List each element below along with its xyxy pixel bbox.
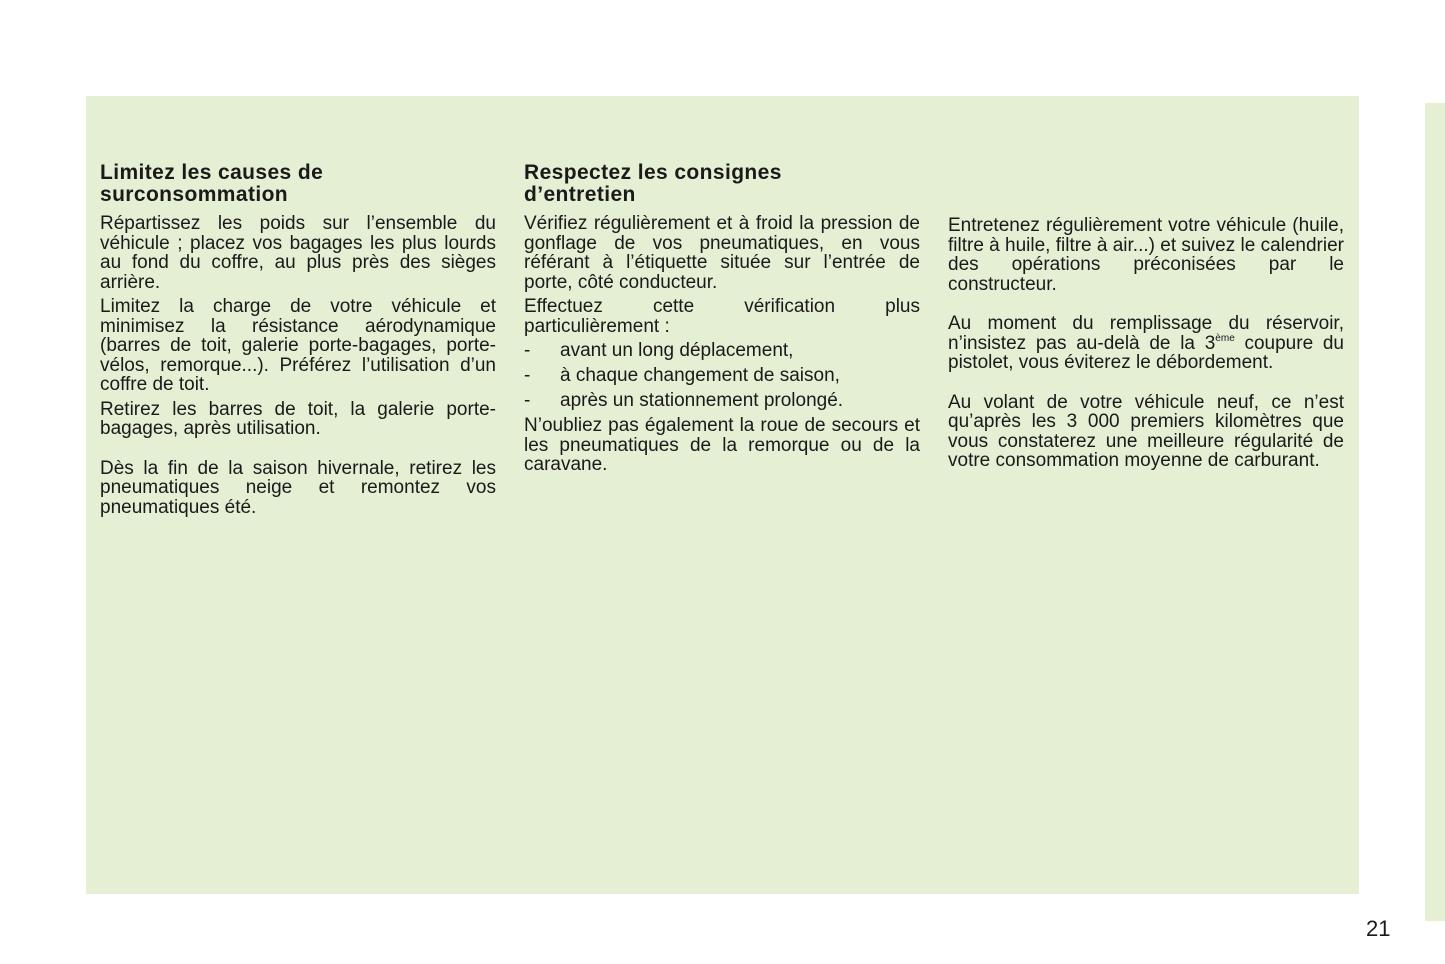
list-item: - avant un long déplacement, xyxy=(524,340,794,361)
page-number: 21 xyxy=(1366,916,1391,941)
paragraph-weight-distribution: Répartissez les poids sur l’ensemble du véhicule ; placez vos bagages les plus lourds au fond du coffre, au plus près des sièges arrière. xyxy=(100,213,496,293)
bullet-list xyxy=(524,341,920,411)
column-maintenance xyxy=(524,162,920,480)
paragraph-winter-tyres: Dès la fin de la saison hivernale, retirez les pneumatiques neige et remontez vos pneumatiques été. xyxy=(100,457,496,518)
heading-limit-consumption: Limitez les causes de surconsommation xyxy=(100,161,324,206)
column-fuel-consumption xyxy=(100,162,496,522)
paragraph-remove-roof-bars: Retirez les barres de toit, la galerie porte-bagages, après utilisation. xyxy=(100,398,496,439)
paragraph-new-vehicle: Au volant de votre véhicule neuf, ce n’est qu’après les 3 000 premiers kilomètres que vous constaterez une meilleure régularité de votre consommation moyenne de carburant. xyxy=(948,391,1344,471)
paragraph-refuelling: Au moment du remplissage du réservoir, n’insistez pas au-delà de la 3ème coupure du pistolet, vous éviterez le débordement. xyxy=(948,313,1345,373)
side-tab-strip xyxy=(1425,103,1445,921)
paragraph-spare-wheel: N’oubliez pas également la roue de secours et les pneumatiques de la remorque ou de la caravane. xyxy=(524,415,920,475)
paragraph-tyre-pressure: Vérifiez régulièrement et à froid la pression de gonflage de vos pneumatiques, en vous référant à l’étiquette située sur l’entrée de porte, côté conducteur. xyxy=(524,213,920,293)
paragraph-check-especially: Effectuez cette vérification plus particulièrement : xyxy=(524,296,920,337)
list-item: - après un stationnement prolongé. xyxy=(524,390,844,411)
heading-maintenance: Respectez les consignes d’entretien xyxy=(524,161,782,206)
column-servicing xyxy=(948,162,1344,476)
paragraph-load-aerodynamics: Limitez la charge de votre véhicule et minimisez la résistance aérodynamique (barres de toit, galerie porte-bagages, porte-vélos, remorque...). Préférez l’utilisation d’un coffre de toit. xyxy=(100,296,496,395)
paragraph-service-schedule: Entretenez régulièrement votre véhicule (huile, filtre à huile, filtre à air...) et suivez le calendrier des opérations préconisées par le constructeur. xyxy=(948,215,1345,295)
list-item: - à chaque changement de saison, xyxy=(524,365,840,386)
